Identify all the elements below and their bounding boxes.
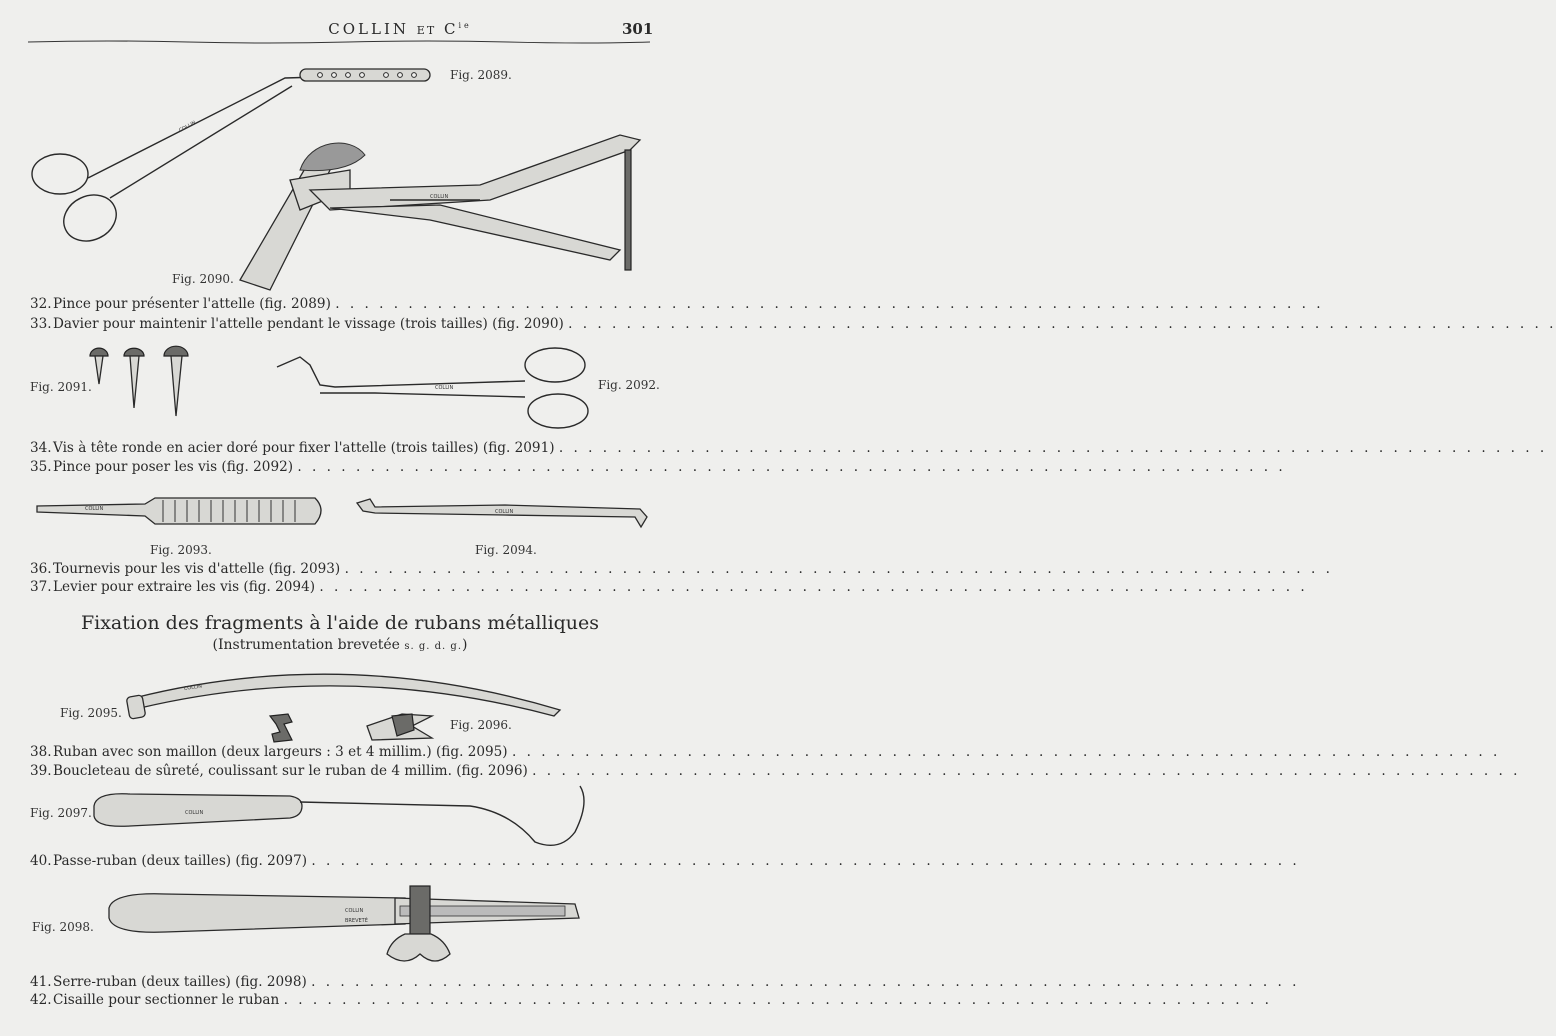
running-head-co: C: [443, 20, 459, 38]
list-item-39: [30, 763, 1521, 779]
fig-2094-caption: Fig. 2094.: [475, 543, 537, 557]
item-text: Boucleteau de sûreté, coulissant sur le ruban de 4 millim. (fig. 2096): [53, 763, 528, 779]
item-number: 37.: [30, 579, 52, 595]
bone-clamp-illustration-2090: [230, 130, 650, 290]
item-number: 39.: [30, 763, 52, 779]
safety-buckle-illustration-2096: [262, 710, 442, 744]
list-item-42: [30, 992, 1272, 1008]
leader-dots: . . . . . . . . . . . . . . . . . . . . . . . . . . . . . . . . . . . . . . . . . . . . . . . . . . . . . . . . . . . . . . . . . . . .: [311, 853, 1300, 869]
item-number: 38.: [30, 744, 52, 760]
lever-illustration-2094: [355, 493, 655, 533]
leader-dots: . . . . . . . . . . . . . . . . . . . . . . . . . . . . . . . . . . . . . . . . . . . . . . . . . . . . . . . . . . . . . . . . . . . .: [319, 579, 1308, 595]
item-text: Vis à tête ronde en acier doré pour fixer l'attelle (trois tailles) (fig. 2091): [53, 440, 555, 456]
leader-dots: . . . . . . . . . . . . . . . . . . . . . . . . . . . . . . . . . . . . . . . . . . . . . . . . . . . . . . . . . . . . . . . . . . . .: [311, 974, 1300, 990]
brevete-engraving-2098: BREVETÉ: [345, 918, 368, 924]
fig-2093-caption: Fig. 2093.: [150, 543, 212, 557]
item-number: 34.: [30, 440, 52, 456]
item-number: 36.: [30, 561, 52, 577]
fig-2098-caption: Fig. 2098.: [32, 920, 94, 934]
leader-dots: . . . . . . . . . . . . . . . . . . . . . . . . . . . . . . . . . . . . . . . . . . . . . . . . . . . . . . . . . . . . . . . . . . . .: [568, 316, 1556, 332]
screws-illustration-2091: [88, 348, 198, 418]
leader-dots: . . . . . . . . . . . . . . . . . . . . . . . . . . . . . . . . . . . . . . . . . . . . . . . . . . . . . . . . . . . . . . . . . . . .: [532, 763, 1521, 779]
screw-pliers-illustration-2092: [275, 345, 595, 435]
item-text: Passe-ruban (deux tailles) (fig. 2097): [53, 853, 308, 869]
list-item-34: [30, 440, 1548, 456]
collin-engraving-2095: COLLIN: [183, 683, 203, 692]
item-text: Ruban avec son maillon (deux largeurs : 3 et 4 millim.) (fig. 2095): [53, 744, 508, 760]
screwdriver-illustration-2093: [35, 492, 330, 532]
item-text: Davier pour maintenir l'attelle pendant le vissage (trois tailles) (fig. 2090): [53, 316, 564, 332]
leader-dots: . . . . . . . . . . . . . . . . . . . . . . . . . . . . . . . . . . . . . . . . . . . . . . . . . . . . . . . . . . . . . . . . . . . .: [511, 744, 1501, 760]
item-number: 40.: [30, 853, 52, 869]
fig-2096-caption: Fig. 2096.: [450, 718, 512, 732]
item-number: 42.: [30, 992, 52, 1008]
item-text: Tournevis pour les vis d'attelle (fig. 2093): [53, 561, 341, 577]
item-text: Serre-ruban (deux tailles) (fig. 2098): [53, 974, 307, 990]
item-number: 33.: [30, 316, 52, 332]
item-number: 32.: [30, 296, 52, 312]
section-title: Fixation des fragments à l'aide de rubans métalliques: [80, 612, 600, 634]
page-number: 301: [622, 20, 654, 38]
collin-engraving-2092: COLLIN: [435, 385, 454, 391]
leader-dots: . . . . . . . . . . . . . . . . . . . . . . . . . . . . . . . . . . . . . . . . . . . . . . . . . . . . . . . . . . . . . . . . . . . .: [558, 440, 1548, 456]
running-head-collin: COLLIN: [328, 20, 410, 38]
running-head: [0, 20, 800, 38]
leader-dots: . . . . . . . . . . . . . . . . . . . . . . . . . . . . . . . . . . . . . . . . . . . . . . . . . . . . . . . . . . . . . . . . . . . .: [283, 992, 1272, 1008]
ribbon-passer-illustration-2097: [90, 782, 595, 854]
section-subtitle-main: (Instrumentation brevetée: [212, 637, 400, 653]
section-subtitle: [0, 637, 680, 653]
list-item-35: [30, 459, 1286, 475]
collin-engraving-2098: COLLIN: [345, 908, 364, 914]
fig-2090-caption: Fig. 2090.: [172, 272, 234, 286]
fig-2097-caption: Fig. 2097.: [30, 806, 92, 820]
list-item-38: [30, 744, 1501, 760]
running-head-et: ET: [416, 24, 437, 37]
item-text: Pince pour poser les vis (fig. 2092): [53, 459, 294, 475]
list-item-41: [30, 974, 1300, 990]
leader-dots: . . . . . . . . . . . . . . . . . . . . . . . . . . . . . . . . . . . . . . . . . . . . . . . . . . . . . . . . . . . . . . . . . . . .: [335, 296, 1324, 312]
collin-engraving-2090: COLLIN: [430, 194, 449, 200]
section-subtitle-sgdg: s. g. d. g.: [404, 641, 462, 652]
running-head-sup: ie: [458, 21, 472, 30]
list-item-40: [30, 853, 1300, 869]
item-number: 41.: [30, 974, 52, 990]
collin-engraving-2097: COLLIN: [185, 810, 204, 816]
fig-2092-caption: Fig. 2092.: [598, 378, 660, 392]
collin-engraving-2093: COLLIN: [85, 506, 104, 512]
item-text: Pince pour présenter l'attelle (fig. 2089): [53, 296, 331, 312]
item-text: Cisaille pour sectionner le ruban: [53, 992, 280, 1008]
list-item-37: [30, 579, 1308, 595]
header-rule: [28, 40, 650, 44]
fig-2095-caption: Fig. 2095.: [60, 706, 122, 720]
leader-dots: . . . . . . . . . . . . . . . . . . . . . . . . . . . . . . . . . . . . . . . . . . . . . . . . . . . . . . . . . . . . . . . . . . . .: [344, 561, 1333, 577]
item-number: 35.: [30, 459, 52, 475]
collin-engraving-2089: COLLIN: [178, 119, 198, 134]
list-item-33: [30, 316, 1556, 332]
item-text: Levier pour extraire les vis (fig. 2094): [53, 579, 316, 595]
collin-engraving-2094: COLLIN: [495, 509, 514, 515]
ribbon-tightener-illustration-2098: [105, 884, 583, 968]
section-subtitle-close: ): [462, 637, 468, 653]
list-item-36: [30, 561, 1333, 577]
fig-2091-caption: Fig. 2091.: [30, 380, 92, 394]
fig-2089-caption: Fig. 2089.: [450, 68, 512, 82]
leader-dots: . . . . . . . . . . . . . . . . . . . . . . . . . . . . . . . . . . . . . . . . . . . . . . . . . . . . . . . . . . . . . . . . . . . .: [297, 459, 1286, 475]
list-item-32: [30, 296, 1324, 312]
